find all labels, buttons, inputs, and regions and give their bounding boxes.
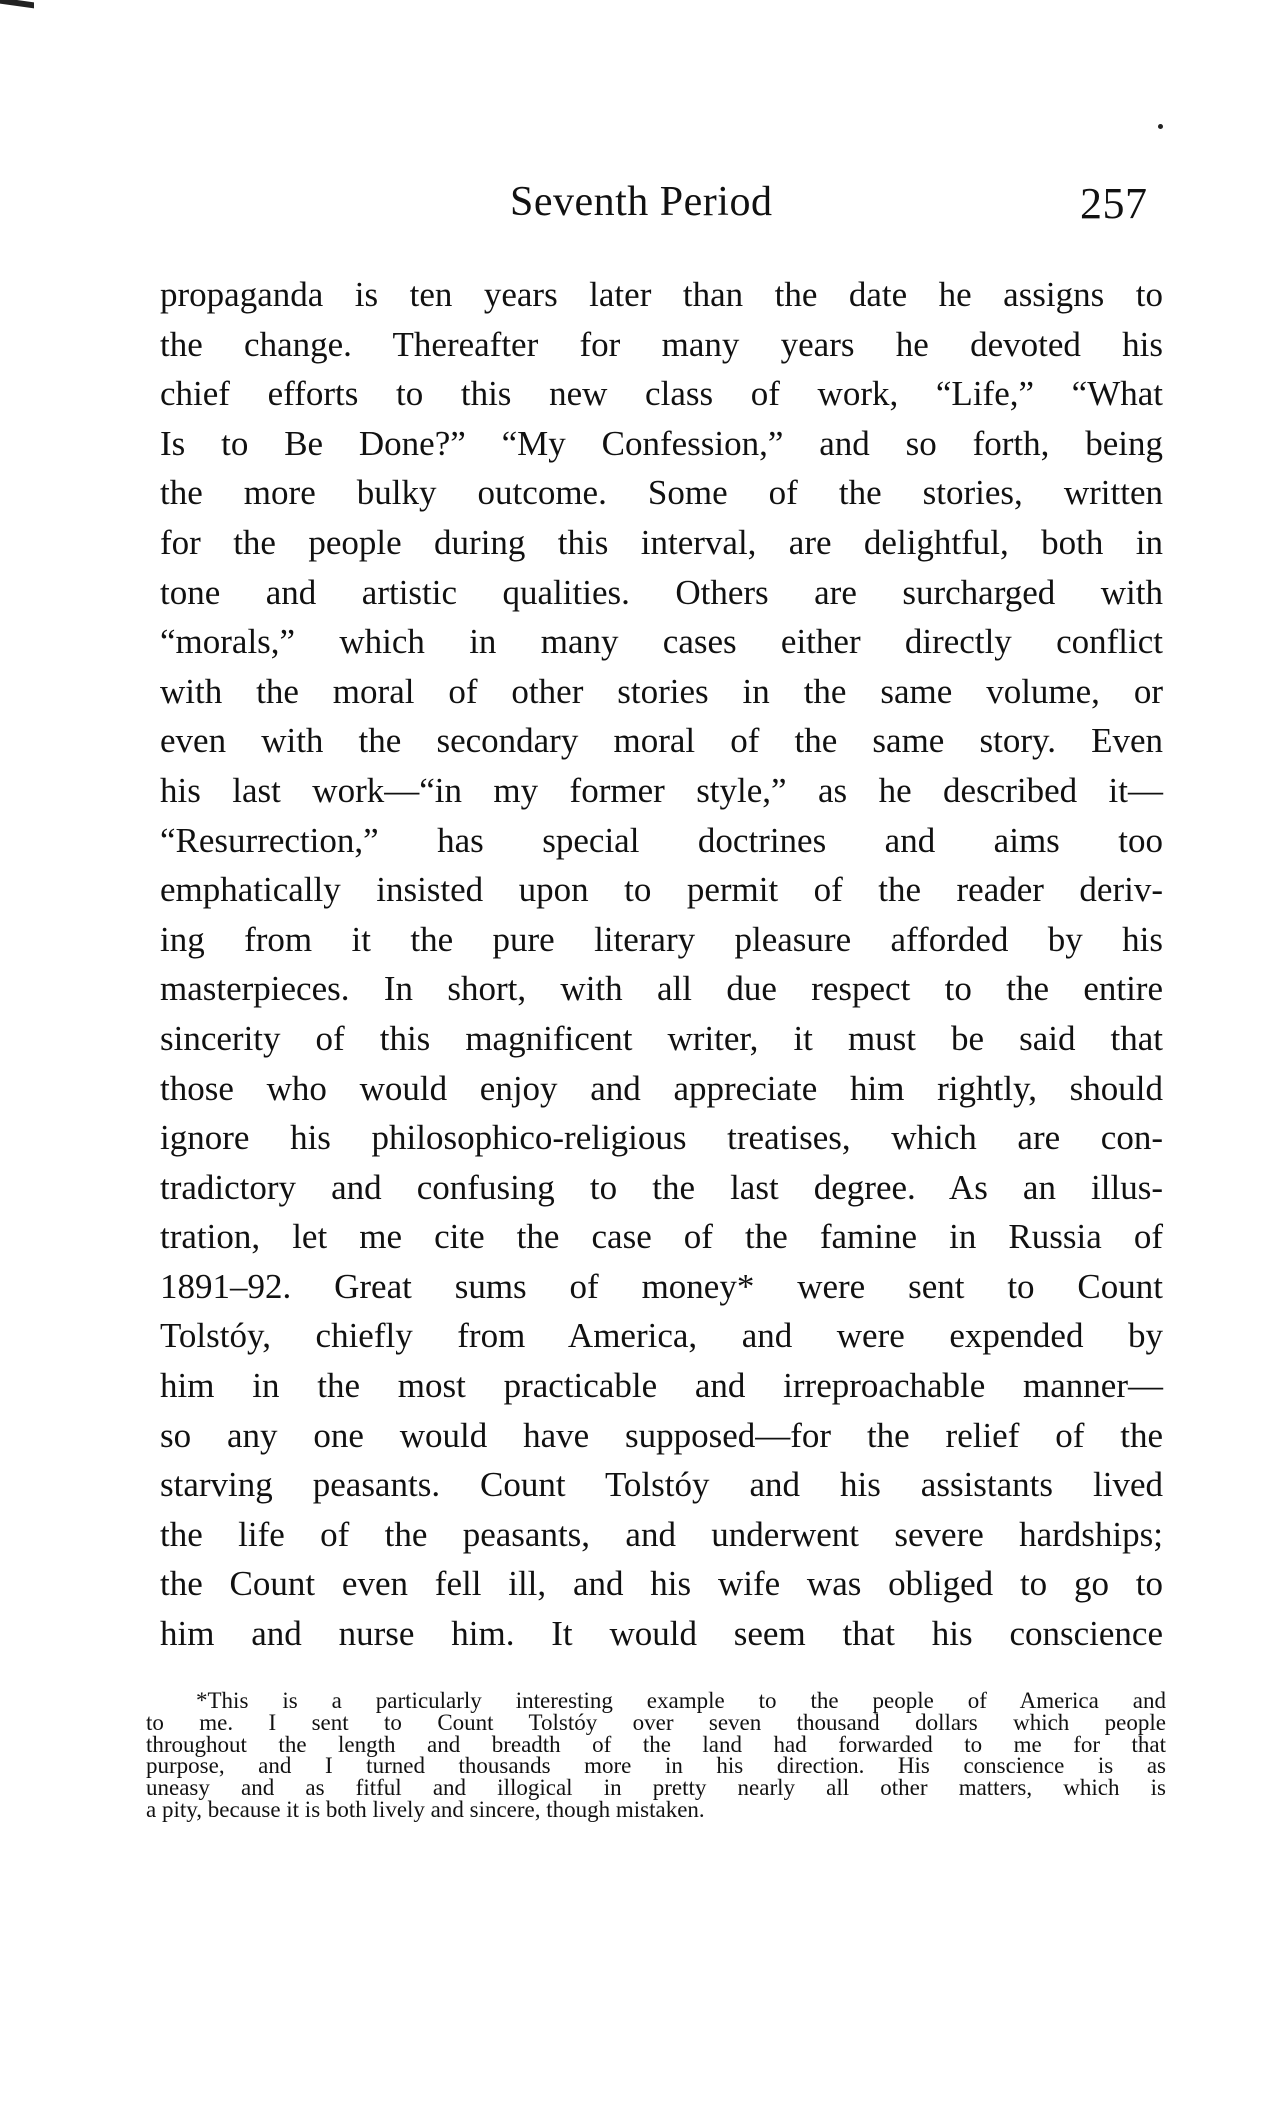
text-line: the life of the peasants, and underwent severe hardships; [160, 1514, 1163, 1554]
text-line: for the people during this interval, are delightful, both in [160, 522, 1163, 562]
page-number: 257 [1080, 179, 1148, 228]
footnote-line: purpose, and I turned thousands more in his direction. His conscience is as [146, 1753, 1166, 1779]
text-line: “Resurrection,” has special doctrines and aims too [160, 820, 1163, 860]
text-line: him and nurse him. It would seem that his conscience [160, 1614, 1163, 1654]
text-line: starving peasants. Count Tolstóy and his assistants lived [160, 1465, 1163, 1505]
text-line: the Count even fell ill, and his wife was obliged to go to [160, 1564, 1163, 1604]
text-line: 1891–92. Great sums of money* were sent to Count [160, 1266, 1163, 1306]
text-line: emphatically insisted upon to permit of the reader deriv- [160, 870, 1163, 910]
scan-artifact [0, 0, 34, 8]
footnote-line: a pity, because it is both lively and sincere, though mistaken. [146, 1796, 705, 1822]
text-line: tone and artistic qualities. Others are surcharged with [160, 572, 1163, 612]
text-line: those who would enjoy and appreciate him rightly, should [160, 1068, 1163, 1108]
footnote-line: *This is a particularly interesting example to the people of America and [196, 1688, 1166, 1713]
text-line: “morals,” which in many cases either directly conflict [160, 622, 1163, 662]
text-line: chief efforts to this new class of work, “Life,” “What [160, 374, 1163, 414]
text-line: him in the most practicable and irreproachable manner— [160, 1366, 1163, 1406]
text-line: Is to Be Done?” “My Confession,” and so forth, being [160, 423, 1163, 463]
text-line: with the moral of other stories in the same volume, or [160, 671, 1163, 711]
text-line: even with the secondary moral of the same story. Even [160, 721, 1163, 761]
text-line: tradictory and confusing to the last degree. As an illus- [160, 1167, 1163, 1207]
text-line: tration, let me cite the case of the famine in Russia of [160, 1217, 1163, 1257]
footnote-line: to me. I sent to Count Tolstóy over seven thousand dollars which people [146, 1709, 1166, 1735]
text-line: the change. Thereafter for many years he devoted his [160, 324, 1163, 364]
footnote-line: throughout the length and breadth of the land had forwarded to me for that [146, 1731, 1166, 1757]
scan-speck [1158, 124, 1163, 129]
text-line: Tolstóy, chiefly from America, and were expended by [160, 1316, 1163, 1356]
text-line: propaganda is ten years later than the date he assigns to [160, 275, 1163, 314]
text-line: ing from it the pure literary pleasure afforded by his [160, 919, 1163, 959]
text-line: ignore his philosophico-religious treatises, which are con- [160, 1118, 1163, 1158]
text-line: masterpieces. In short, with all due respect to the entire [160, 969, 1163, 1009]
text-line: so any one would have supposed—for the relief of the [160, 1415, 1163, 1455]
text-line: sincerity of this magnificent writer, it must be said that [160, 1018, 1163, 1058]
footnote [146, 1690, 1166, 1821]
body-text [160, 270, 1163, 1659]
text-line: his last work—“in my former style,” as he described it— [160, 770, 1163, 810]
text-line: the more bulky outcome. Some of the stories, written [160, 473, 1163, 513]
running-head: Seventh Period [510, 179, 773, 225]
footnote-line: uneasy and as fitful and illogical in pretty nearly all other matters, which is [146, 1775, 1166, 1801]
